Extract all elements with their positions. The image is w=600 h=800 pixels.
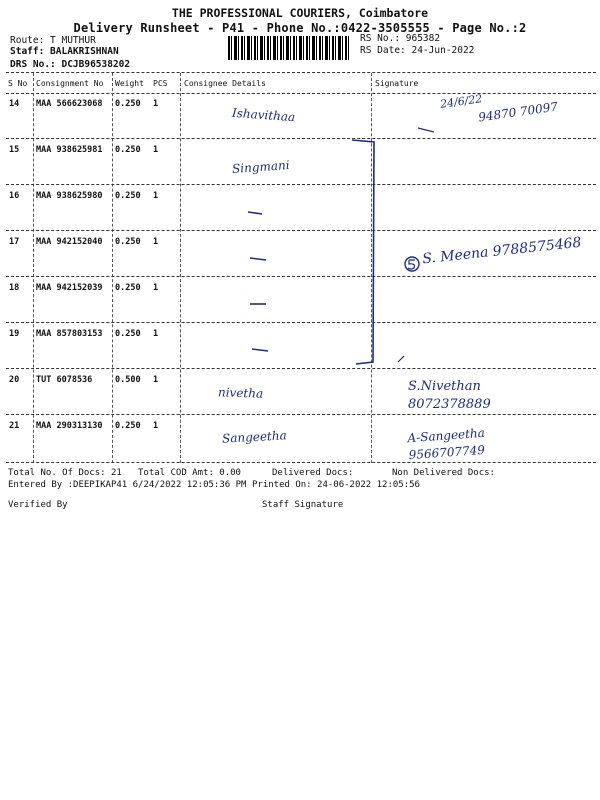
row-weight: 0.250	[115, 421, 141, 431]
rs-date: RS Date: 24-Jun-2022	[360, 45, 475, 56]
col-sno: S No	[8, 79, 28, 88]
row-sno: 19	[9, 329, 20, 339]
row-consignee: Singmani	[231, 158, 290, 176]
printed-on: Printed On: 24-06-2022 12:05:56	[252, 480, 420, 490]
row-consignee: nivetha	[217, 385, 264, 401]
row-signature: S. Meena 9788575468	[421, 234, 583, 268]
row-consignee: Sangeetha	[221, 428, 288, 446]
tick-mark	[398, 356, 404, 362]
row-pcs: 1	[153, 329, 159, 339]
row-pcs: 1	[153, 145, 159, 155]
row-sno: 18	[9, 283, 20, 293]
row-weight: 0.250	[115, 99, 141, 109]
ditto-mark	[252, 349, 268, 351]
company-title: THE PROFESSIONAL COURIERS, Coimbatore	[171, 6, 429, 20]
row-sno: 15	[9, 145, 20, 155]
row-signature: A-Sangeetha 9566707749	[407, 425, 486, 463]
verified-by: Verified By	[8, 500, 68, 510]
drs-number: DRS No.: DCJB96538202	[10, 59, 131, 70]
col-consignee: Consignee Details	[184, 79, 266, 88]
bracket-mark	[352, 140, 374, 364]
row-sno: 21	[9, 421, 20, 431]
staff-signature: Staff Signature	[262, 500, 344, 510]
row-pcs: 1	[153, 99, 159, 109]
delivered-docs: Delivered Docs:	[272, 468, 354, 478]
staff-label: Staff: BALAKRISHNAN	[10, 46, 119, 57]
non-delivered-docs: Non Delivered Docs:	[392, 468, 495, 478]
row-signature: S.Nivethan 8072378889	[408, 379, 491, 412]
runsheet-subtitle: Delivery Runsheet - P41 - Phone No.:0422-3505555 - Page No.:2	[73, 21, 527, 35]
row-weight: 0.500	[115, 375, 141, 385]
row-pcs: 1	[153, 191, 159, 201]
route-label: Route: T MUTHUR	[10, 35, 96, 46]
total-docs: Total No. Of Docs: 21	[8, 468, 122, 478]
row-consignment: TUT 6078536	[36, 375, 93, 385]
row-consignee: Ishavithaa	[231, 105, 296, 125]
row-consignment: MAA 857803153	[36, 329, 103, 339]
row-pcs: 1	[153, 375, 159, 385]
row-signature-date: 24/6/22	[439, 92, 484, 111]
row-consignment: MAA 942152039	[36, 283, 103, 293]
entered-by: Entered By :DEEPIKAP41 6/24/2022 12:05:36 PM	[8, 480, 247, 490]
row-consignment: MAA 938625981	[36, 145, 103, 155]
col-consignment: Consignment No	[36, 79, 104, 88]
row-weight: 0.250	[115, 329, 141, 339]
row-pcs: 1	[153, 283, 159, 293]
row-consignment: MAA 938625980	[36, 191, 103, 201]
row-consignment: MAA 566623068	[36, 99, 103, 109]
row-weight: 0.250	[115, 283, 141, 293]
row-pcs: 1	[153, 421, 159, 431]
row-sno: 17	[9, 237, 20, 247]
row-signature: 94870 70097	[477, 99, 559, 125]
total-cod: Total COD Amt: 0.00	[138, 468, 241, 478]
row-sno: 20	[9, 375, 20, 385]
row-weight: 0.250	[115, 191, 141, 201]
row-weight: 0.250	[115, 145, 141, 155]
row-sno: 14	[9, 99, 20, 109]
col-pcs: PCS	[153, 79, 168, 88]
signature-stroke	[418, 128, 434, 132]
ditto-mark	[248, 212, 262, 214]
col-signature: Signature	[375, 79, 419, 88]
row-consignment: MAA 290313130	[36, 421, 103, 431]
row-consignment: MAA 942152040	[36, 237, 103, 247]
row-pcs: 1	[153, 237, 159, 247]
col-weight: Weight	[115, 79, 144, 88]
rs-number: RS No.: 965382	[360, 33, 441, 44]
row-weight: 0.250	[115, 237, 141, 247]
row-sno: 16	[9, 191, 20, 201]
ditto-mark	[250, 258, 266, 260]
